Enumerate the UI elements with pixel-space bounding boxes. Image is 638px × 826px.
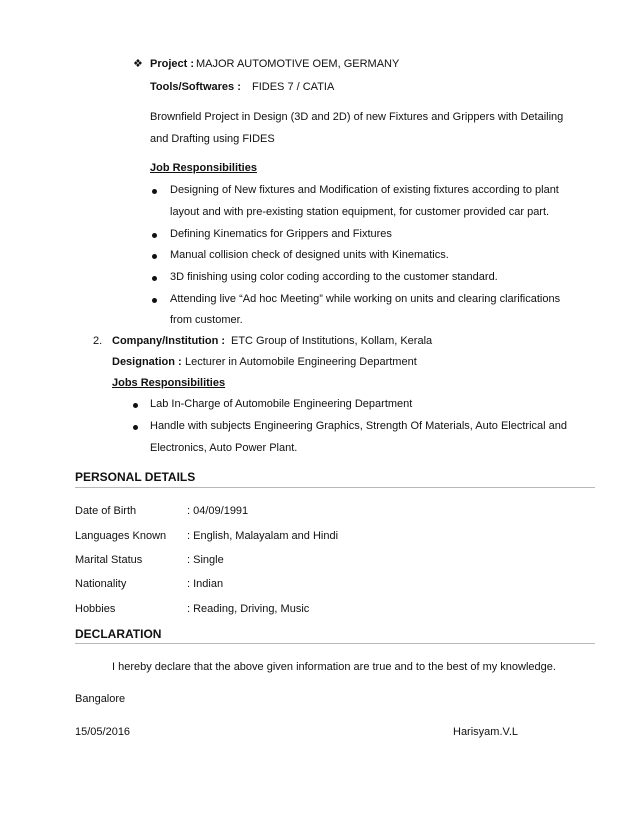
detail-label-dob: Date of Birth (75, 505, 137, 517)
diamond-bullet-icon: ❖ (133, 58, 143, 70)
project-value: MAJOR AUTOMOTIVE OEM, GERMANY (196, 58, 400, 70)
designation-value: Lecturer in Automobile Engineering Department (185, 356, 417, 368)
date: 15/05/2016 (75, 726, 131, 738)
section-divider (75, 487, 595, 488)
bullet-dot-icon (152, 254, 157, 259)
detail-label-nationality: Nationality (75, 578, 127, 590)
personal-details-heading: PERSONAL DETAILS (75, 470, 196, 484)
detail-label-marital: Marital Status (75, 554, 143, 566)
list-item-continuation: from customer. (170, 314, 243, 326)
detail-value-languages: : English, Malayalam and Hindi (187, 530, 339, 542)
list-item-continuation: layout and with pre-existing station equipment, for customer provided car part. (170, 206, 550, 218)
list-item: 3D finishing using color coding according to the customer standard. (170, 271, 498, 283)
section-divider (75, 643, 595, 644)
place: Bangalore (75, 693, 126, 705)
list-item: Defining Kinematics for Grippers and Fixtures (170, 228, 392, 240)
detail-label-languages: Languages Known (75, 530, 167, 542)
declaration-heading: DECLARATION (75, 627, 162, 641)
bullet-dot-icon (152, 189, 157, 194)
declaration-text: I hereby declare that the above given information are true and to the best of my knowledge. (112, 661, 556, 673)
detail-value-hobbies: : Reading, Driving, Music (187, 603, 310, 615)
list-item: Attending live “Ad hoc Meeting” while working on units and clearing clarifications (170, 293, 561, 305)
detail-value-nationality: : Indian (187, 578, 224, 590)
detail-value-dob: : 04/09/1991 (187, 505, 249, 517)
bullet-dot-icon (133, 403, 138, 408)
bullet-dot-icon (152, 276, 157, 281)
project-label: Project : (150, 58, 195, 70)
list-item: Manual collision check of designed units with Kinematics. (170, 249, 449, 261)
bullet-dot-icon (152, 233, 157, 238)
company-label: Company/Institution : (112, 335, 226, 347)
bullet-dot-icon (133, 425, 138, 430)
company-number: 2. (93, 335, 103, 347)
job-responsibilities-heading: Job Responsibilities (150, 162, 257, 174)
project-description-line1: Brownfield Project in Design (3D and 2D) of new Fixtures and Grippers with Detailing (150, 111, 564, 123)
list-item: Lab In-Charge of Automobile Engineering Department (150, 398, 413, 410)
company-value: ETC Group of Institutions, Kollam, Kerala (231, 335, 433, 347)
bullet-dot-icon (152, 298, 157, 303)
list-item-continuation: Electronics, Auto Power Plant. (150, 442, 298, 454)
tools-value: FIDES 7 / CATIA (252, 81, 335, 93)
project-description-line2: and Drafting using FIDES (150, 133, 275, 145)
tools-label: Tools/Softwares : (150, 81, 241, 93)
signature-name: Harisyam.V.L (453, 726, 519, 738)
list-item: Designing of New fixtures and Modification of existing fixtures according to plant (170, 184, 559, 196)
list-item: Handle with subjects Engineering Graphics, Strength Of Materials, Auto Electrical and (150, 420, 567, 432)
detail-value-marital: : Single (187, 554, 224, 566)
designation-label: Designation : (112, 356, 182, 368)
detail-label-hobbies: Hobbies (75, 603, 116, 615)
jobs-responsibilities-heading: Jobs Responsibilities (112, 377, 226, 389)
